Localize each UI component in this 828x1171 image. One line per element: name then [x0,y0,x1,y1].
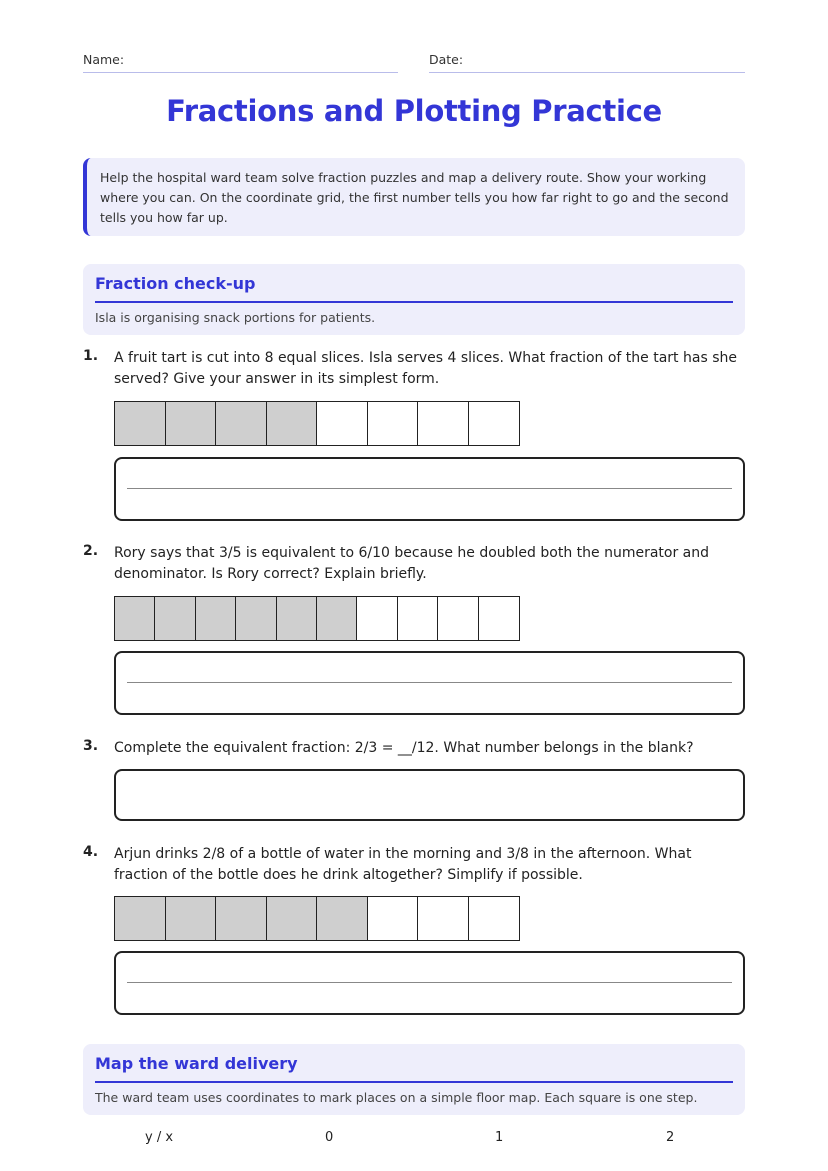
date-field[interactable] [429,52,745,73]
section-intro: Isla is organising snack portions for patients. [95,310,376,325]
strip-cell [479,597,519,640]
grid-column-label: 2 [666,1130,675,1145]
shaded-strip-cell [267,402,318,445]
shaded-strip-cell [155,597,195,640]
shaded-strip-cell [236,597,276,640]
grid-column-label: 0 [325,1130,334,1145]
question-number: 1. [83,348,99,364]
section-fraction-check-up [83,264,745,335]
strip-cell [469,402,520,445]
strip-cell [357,597,397,640]
question-text: A fruit tart is cut into 8 equal slices. Isla serves 4 slices. What fraction of the tart has she served? Give your answer in its simplest form. [114,350,737,387]
grid-column-label: 1 [495,1130,504,1145]
question-text: Arjun drinks 2/8 of a bottle of water in the morning and 3/8 in the afternoon. What fraction of the bottle does he drink altogether? Simplify if possible. [114,846,692,883]
shaded-strip-cell [216,897,267,940]
answer-box[interactable] [114,951,745,1015]
shaded-strip-cell [216,402,267,445]
answer-line [127,982,732,983]
shaded-strip-cell [267,897,318,940]
question-number: 2. [83,543,99,559]
strip-cell [418,897,469,940]
question-text: Rory says that 3/5 is equivalent to 6/10 because he doubled both the numerator and denominator. Is Rory correct? Explain briefly. [114,545,710,582]
shaded-strip-cell [166,402,217,445]
shaded-strip-cell [166,897,217,940]
answer-line [127,488,732,489]
shaded-strip-cell [115,897,166,940]
intro-text: Help the hospital ward team solve fraction puzzles and map a delivery route. Show your working where you can. On the coordinate grid, the first number tells you how far right to go and the second tells you how far up. [100,170,729,225]
shaded-strip-cell [277,597,317,640]
strip-cell [469,897,520,940]
name-field[interactable] [83,52,398,73]
answer-line [127,682,732,683]
strip-cell [398,597,438,640]
section-title: Map the ward delivery [95,1044,733,1083]
answer-box[interactable] [114,457,745,521]
fraction-strip [114,401,520,446]
shaded-strip-cell [196,597,236,640]
fraction-strip [114,896,520,941]
grid-corner-label: y / x [145,1130,174,1145]
question-text: Complete the equivalent fraction: 2/3 = __/12. What number belongs in the blank? [114,740,694,756]
name-label: Name: [83,52,125,67]
student-header [83,52,745,74]
question-number: 3. [83,738,99,754]
section-title: Fraction check-up [95,264,733,303]
shaded-strip-cell [317,897,368,940]
strip-cell [317,402,368,445]
question-number: 4. [83,844,99,860]
section-intro: The ward team uses coordinates to mark places on a simple floor map. Each square is one step. [95,1090,698,1105]
page-title: Fractions and Plotting Practice [166,94,662,128]
strip-cell [368,897,419,940]
fraction-strip [114,596,520,641]
strip-cell [368,402,419,445]
shaded-strip-cell [115,402,166,445]
section-map-ward-delivery [83,1044,745,1115]
date-label: Date: [429,52,464,67]
strip-cell [438,597,478,640]
answer-box[interactable] [114,769,745,821]
strip-cell [418,402,469,445]
intro-panel [83,158,745,236]
shaded-strip-cell [317,597,357,640]
shaded-strip-cell [115,597,155,640]
answer-box[interactable] [114,651,745,715]
